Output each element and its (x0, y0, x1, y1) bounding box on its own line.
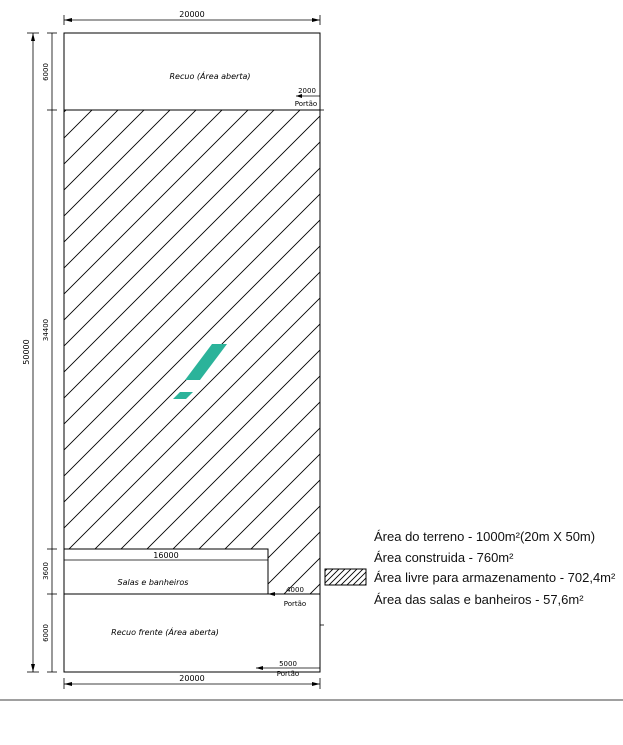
top-dim-arrow-right (312, 18, 320, 22)
bottom-dim-arrow-right (312, 682, 320, 686)
rooms-label: Salas e banheiros (117, 578, 189, 587)
teal-marker-icon (185, 344, 227, 380)
gate-side-label: Portão (283, 600, 307, 608)
total-height-label: 50000 (22, 339, 31, 365)
hatch-line (0, 0, 306, 700)
hatch-line (0, 0, 72, 700)
hatch-line (0, 0, 280, 700)
gate-bottom-arrow (256, 666, 263, 670)
total-height-arrow-bottom (31, 664, 35, 672)
bottom-dim-arrow-left (64, 682, 72, 686)
recuo-bottom-height-label: 6000 (42, 624, 50, 642)
recuo-top-label: Recuo (Área aberta) (169, 72, 251, 81)
gate-side-width-label: 4000 (286, 586, 304, 594)
gate-bottom-label: Portão (276, 670, 300, 678)
hatch-line (0, 0, 124, 700)
hatch-line (0, 0, 228, 700)
legend-storage: Área livre para armazenamento - 702,4m² (374, 570, 616, 585)
bottom-width-label: 20000 (179, 674, 205, 683)
rooms-width-label: 16000 (153, 551, 179, 560)
teal-marker-dot (173, 392, 193, 399)
top-dim-arrow-left (64, 18, 72, 22)
legend-terrain: Área do terreno - 1000m²(20m X 50m) (374, 529, 596, 544)
legend-rooms: Área das salas e banheiros - 57,6m² (374, 592, 584, 607)
gate-top-width-label: 2000 (298, 87, 316, 95)
recuo-top-height-label: 6000 (42, 63, 50, 81)
storage-height-label: 34400 (42, 318, 50, 342)
rooms-height-label: 3600 (42, 562, 50, 580)
legend-built: Área construida - 760m² (374, 550, 514, 565)
top-width-label: 20000 (179, 10, 205, 19)
hatch-line (0, 0, 98, 700)
gate-bottom-width-label: 5000 (279, 660, 297, 668)
hatch-line (0, 0, 20, 700)
gate-top-label: Portão (294, 100, 318, 108)
recuo-front-label: Recuo frente (Área aberta) (111, 628, 219, 637)
gate-side-arrow (268, 592, 275, 596)
total-height-arrow-top (31, 33, 35, 41)
